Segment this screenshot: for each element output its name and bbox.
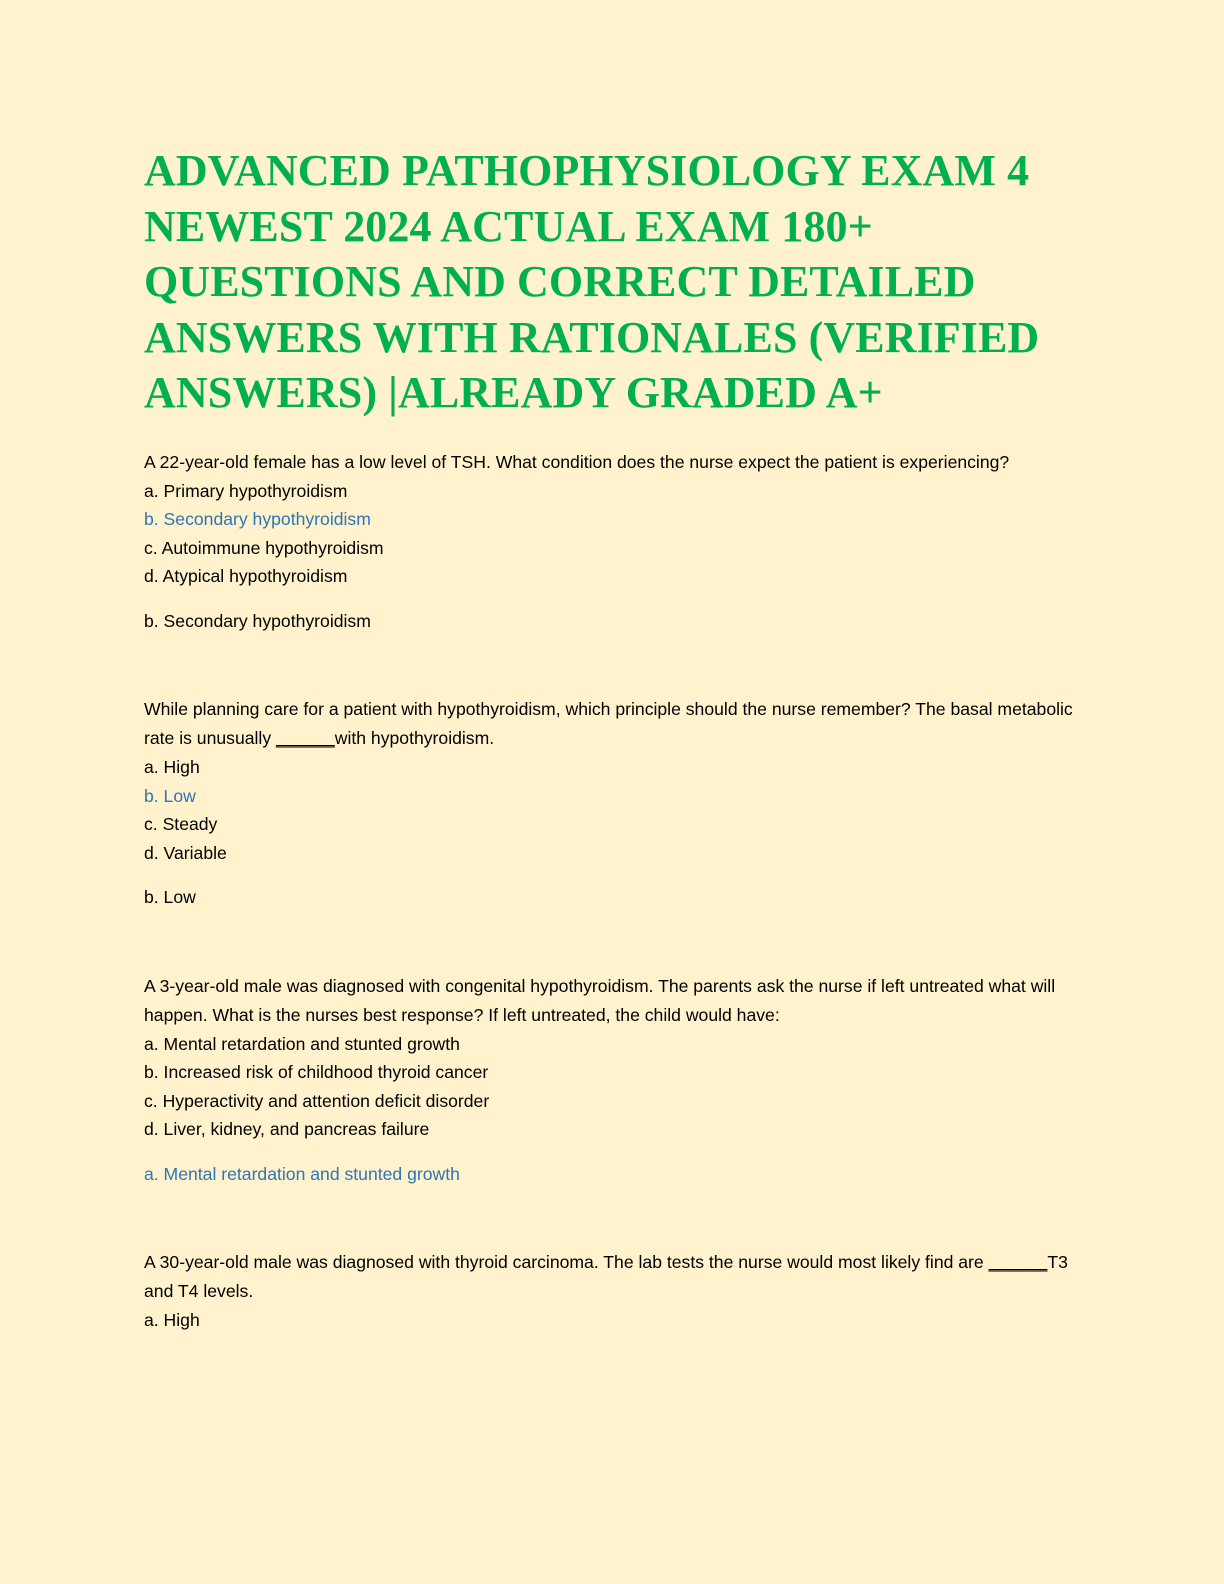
document-page bbox=[144, 143, 1084, 1335]
question-1 bbox=[144, 448, 1084, 636]
answer-text-highlighted: a. Mental retardation and stunted growth bbox=[144, 1163, 460, 1184]
option-b: b. Increased risk of childhood thyroid cancer bbox=[144, 1062, 489, 1082]
question-4 bbox=[144, 1248, 1084, 1335]
question-text bbox=[144, 1248, 1084, 1306]
question-text-before: While planning care for a patient with hypothyroidism, which principle should the nurse remember? The basal metabolic rate is unusually bbox=[144, 699, 1073, 748]
option-a: a. High bbox=[144, 1310, 200, 1330]
document-title: ADVANCED PATHOPHYSIOLOGY EXAM 4 NEWEST 2024 ACTUAL EXAM 180+ QUESTIONS AND CORRECT DETAILED ANSWERS WITH RATIONALES (VERIFIED ANSWERS) |ALREADY GRADED A+ bbox=[144, 146, 1040, 417]
blank-line: ______ bbox=[276, 728, 335, 748]
question-3 bbox=[144, 972, 1084, 1189]
option-d: d. Liver, kidney, and pancreas failure bbox=[144, 1119, 430, 1139]
option-c: c. Steady bbox=[144, 814, 218, 834]
question-text bbox=[144, 695, 1084, 753]
question-2 bbox=[144, 695, 1084, 912]
answer-text: b. Secondary hypothyroidism bbox=[144, 610, 371, 631]
option-d: d. Atypical hypothyroidism bbox=[144, 566, 348, 586]
question-text-before: A 30-year-old male was diagnosed with thyroid carcinoma. The lab tests the nurse would most likely find are bbox=[144, 1252, 989, 1272]
answer-text: b. Low bbox=[144, 887, 196, 907]
question-text: A 3-year-old male was diagnosed with congenital hypothyroidism. The parents ask the nurse if left untreated what will happen. What is the nurses best response? If left untreated, the child would have: bbox=[144, 975, 1056, 1025]
question-text-after: T3 and T4 levels. bbox=[144, 1252, 1068, 1301]
blank-line: ______ bbox=[988, 1252, 1048, 1272]
question-text-after: with hypothyroidism. bbox=[334, 728, 495, 748]
question-text: A 22-year-old female has a low level of TSH. What condition does the nurse expect the patient is experiencing? bbox=[144, 451, 1010, 472]
option-b-highlighted: b. Low bbox=[144, 785, 196, 806]
option-a: a. Primary hypothyroidism bbox=[144, 480, 348, 501]
option-c: c. Autoimmune hypothyroidism bbox=[144, 537, 384, 558]
option-d: d. Variable bbox=[144, 842, 227, 863]
option-c: c. Hyperactivity and attention deficit disorder bbox=[144, 1090, 490, 1111]
option-b-highlighted: b. Secondary hypothyroidism bbox=[144, 509, 371, 529]
option-a: a. High bbox=[144, 757, 200, 777]
option-a: a. Mental retardation and stunted growth bbox=[144, 1033, 460, 1054]
